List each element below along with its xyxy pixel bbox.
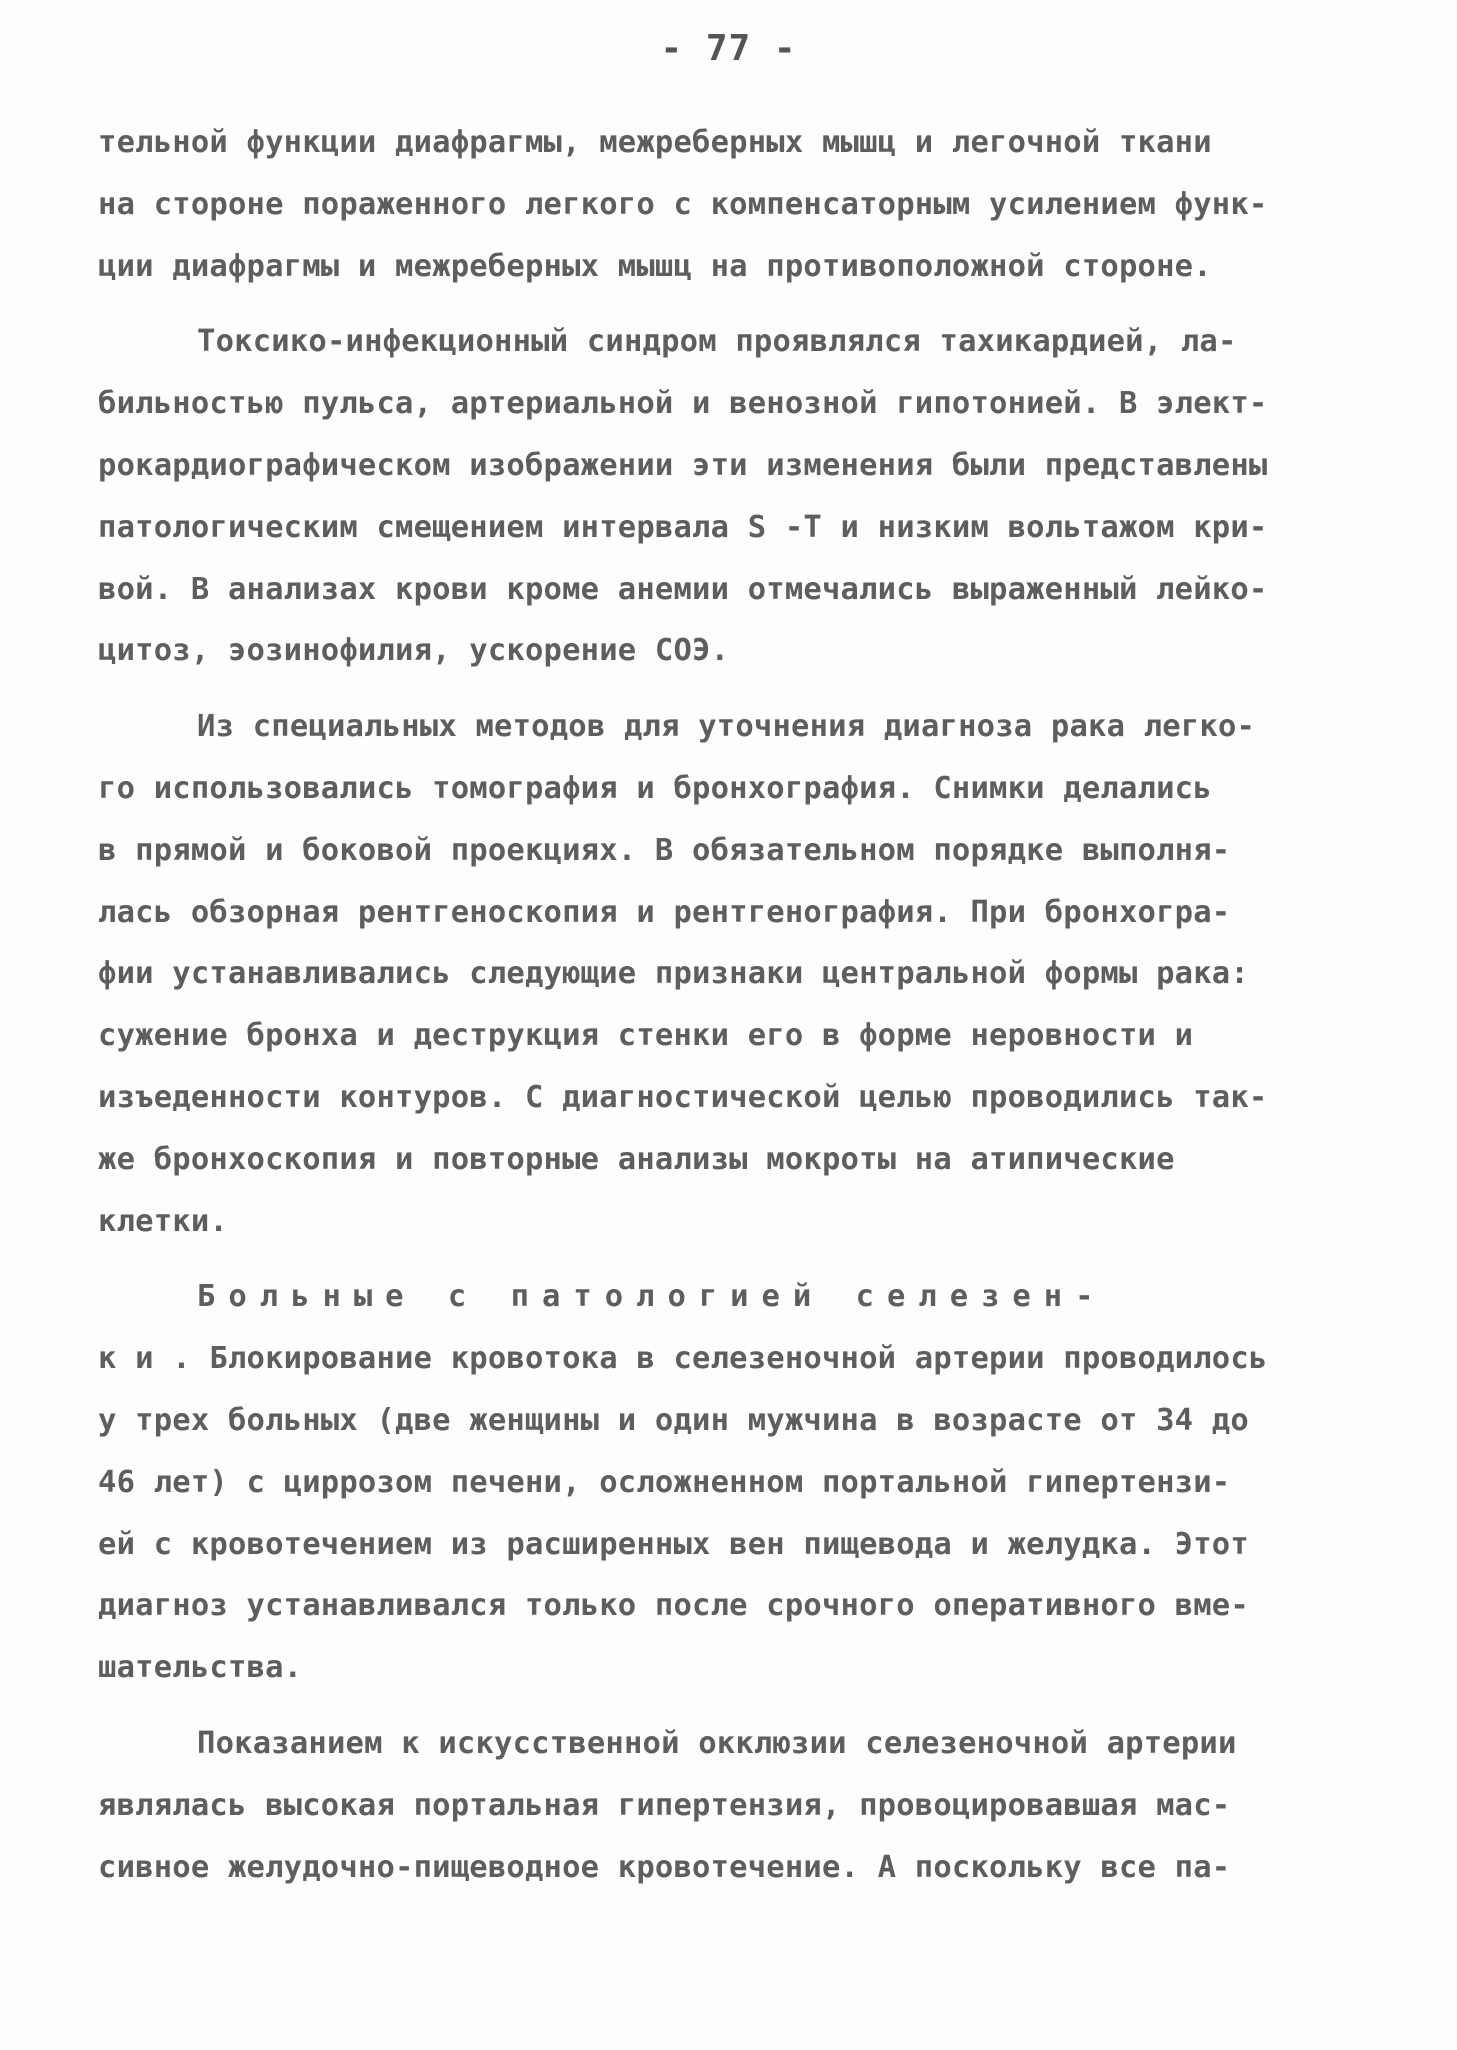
text-line: ей с кровотечением из расширенных вен пищевода и желудка. Этот — [98, 1526, 1249, 1562]
text-line: цитоз, эозинофилия, ускорение СОЭ. — [98, 633, 730, 669]
text-line: на стороне пораженного легкого с компенсаторным усилением функ- — [98, 186, 1268, 222]
paragraph-gap — [98, 1699, 1360, 1713]
text-line: бильностью пульса, артериальной и венозной гипотонией. В элект- — [98, 386, 1268, 422]
text-line: ции диафрагмы и межреберных мышц на противоположной стороне. — [98, 248, 1212, 284]
text-line: же бронхоскопия и повторные анализы мокроты на атипические — [98, 1141, 1175, 1177]
text-line: клетки. — [98, 1203, 228, 1239]
text-line: изъеденности контуров. С диагностической целью проводились так- — [98, 1079, 1268, 1115]
text-line: у трех больных (две женщины и один мужчина в возрасте от 34 до — [98, 1402, 1249, 1438]
text-line: лась обзорная рентгеноскопия и рентгенография. При бронхогра- — [98, 894, 1231, 930]
body-text — [98, 112, 1360, 1898]
page-number: - 77 - — [660, 28, 797, 69]
text-line: являлась высокая портальная гипертензия, провоцировавшая мас- — [98, 1787, 1231, 1823]
section-heading: Больные с патологией селезен- — [197, 1279, 1107, 1315]
text-line: патологическим смещением интервала S -Т и низким вольтажом кри- — [98, 509, 1268, 545]
text-line: в прямой и боковой проекциях. В обязательном порядке выполня- — [98, 832, 1231, 868]
text-line: Показанием к искусственной окклюзии селезеночной артерии — [197, 1725, 1237, 1761]
paragraph-gap — [98, 682, 1360, 696]
text-line: Из специальных методов для уточнения диагноза рака легко- — [197, 709, 1256, 745]
paragraph-gap — [98, 1252, 1360, 1266]
text-line: рокардиографическом изображении эти изменения были представлены — [98, 447, 1268, 483]
text-line: сивное желудочно-пищеводное кровотечение. А поскольку все па- — [98, 1849, 1231, 1885]
text-line: вой. В анализах крови кроме анемии отмечались выраженный лейко- — [98, 571, 1268, 607]
text-line: тельной функции диафрагмы, межреберных мышц и легочной ткани — [98, 125, 1212, 160]
text-line: шательства. — [98, 1650, 303, 1686]
paragraph-gap — [98, 297, 1360, 311]
text-line: 46 лет) с циррозом печени, осложненном портальной гипертензи- — [98, 1464, 1231, 1500]
text-line: к и . Блокирование кровотока в селезеночной артерии проводилось — [98, 1341, 1268, 1377]
text-line: сужение бронха и деструкция стенки его в форме неровности и — [98, 1018, 1194, 1054]
text-line: фии устанавливались следующие признаки центральной формы рака: — [98, 956, 1249, 992]
text-line: го использовались томография и бронхография. Снимки делались — [98, 770, 1212, 806]
text-line: Токсико-инфекционный синдром проявлялся тахикардией, ла- — [197, 324, 1237, 360]
text-line: диагноз устанавливался только после срочного оперативного вме- — [98, 1588, 1249, 1624]
